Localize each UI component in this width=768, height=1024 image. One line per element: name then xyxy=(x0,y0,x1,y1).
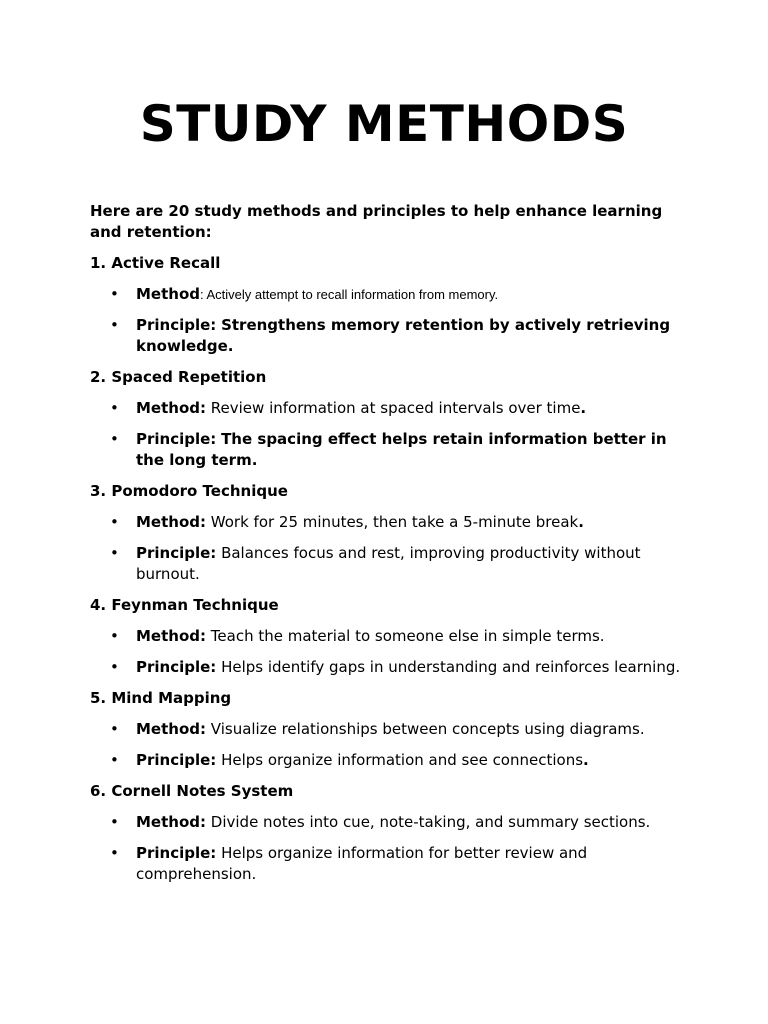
principle-label: Principle: xyxy=(136,844,217,862)
principle-text: The spacing effect helps retain information better in the long term. xyxy=(136,430,667,469)
section-list xyxy=(90,626,690,678)
section-heading: 2. Spaced Repetition xyxy=(90,368,267,386)
intro-paragraph: Here are 20 study methods and principles to help enhance learning and retention: xyxy=(90,202,663,241)
section-list xyxy=(90,512,690,585)
principle-text: Helps organize information and see connections xyxy=(221,751,584,769)
section-list xyxy=(90,812,690,885)
principle-item xyxy=(90,750,690,771)
bullet-icon: • xyxy=(110,813,119,831)
method-text: Visualize relationships between concepts using diagrams. xyxy=(210,720,645,738)
principle-item xyxy=(90,429,690,471)
method-item xyxy=(90,284,690,305)
bullet-icon: • xyxy=(110,316,119,334)
principle-label: Principle: xyxy=(136,751,217,769)
section-heading: 6. Cornell Notes System xyxy=(90,782,294,800)
section-heading: 5. Mind Mapping xyxy=(90,689,232,707)
bullet-icon: • xyxy=(110,751,119,769)
principle-item xyxy=(90,315,690,357)
method-text: : Actively attempt to recall information from memory. xyxy=(200,287,499,302)
method-label: Method: xyxy=(136,720,206,738)
section-list xyxy=(90,284,690,357)
bullet-icon: • xyxy=(110,430,119,448)
bullet-icon: • xyxy=(110,627,119,645)
bullet-icon: • xyxy=(110,720,119,738)
principle-item xyxy=(90,543,690,585)
method-item xyxy=(90,719,690,740)
section-heading: 4. Feynman Technique xyxy=(90,596,279,614)
method-item xyxy=(90,398,690,419)
method-text: Teach the material to someone else in simple terms. xyxy=(210,627,605,645)
method-label: Method: xyxy=(136,627,206,645)
principle-label: Principle: xyxy=(136,658,217,676)
principle-label: Principle: xyxy=(136,316,217,334)
principle-text: Strengthens memory retention by actively retrieving knowledge. xyxy=(136,316,671,355)
bullet-icon: • xyxy=(110,513,119,531)
method-label: Method: xyxy=(136,813,206,831)
section-cornell-notes-system xyxy=(90,781,690,885)
section-mind-mapping xyxy=(90,688,690,771)
principle-text: Balances focus and rest, improving productivity without burnout. xyxy=(136,544,641,583)
principle-text: Helps identify gaps in understanding and reinforces learning. xyxy=(221,658,681,676)
bullet-icon: • xyxy=(110,844,119,862)
method-end: . xyxy=(578,513,584,531)
bullet-icon: • xyxy=(110,544,119,562)
section-spaced-repetition xyxy=(90,367,690,471)
principle-item xyxy=(90,843,690,885)
section-pomodoro-technique xyxy=(90,481,690,585)
section-list xyxy=(90,719,690,771)
method-label: Method: xyxy=(136,399,206,417)
method-item xyxy=(90,812,690,833)
document-body xyxy=(90,201,690,895)
method-label: Method xyxy=(136,285,200,303)
principle-item xyxy=(90,657,690,678)
section-heading: 3. Pomodoro Technique xyxy=(90,482,288,500)
principle-end: . xyxy=(583,751,589,769)
section-active-recall xyxy=(90,253,690,357)
bullet-icon: • xyxy=(110,658,119,676)
method-end: . xyxy=(580,399,587,417)
method-text: Work for 25 minutes, then take a 5-minute break xyxy=(210,513,579,531)
principle-label: Principle: xyxy=(136,430,217,448)
bullet-icon: • xyxy=(110,285,119,303)
principle-text: Helps organize information for better review and comprehension. xyxy=(136,844,588,883)
section-heading: 1. Active Recall xyxy=(90,254,221,272)
section-list xyxy=(90,398,690,471)
section-feynman-technique xyxy=(90,595,690,678)
method-item xyxy=(90,512,690,533)
principle-label: Principle: xyxy=(136,544,217,562)
page-title: STUDY METHODS xyxy=(139,95,629,153)
method-item xyxy=(90,626,690,647)
method-text: Review information at spaced intervals over time xyxy=(210,399,581,417)
bullet-icon: • xyxy=(110,399,119,417)
method-label: Method: xyxy=(136,513,206,531)
method-text: Divide notes into cue, note-taking, and summary sections. xyxy=(210,813,651,831)
